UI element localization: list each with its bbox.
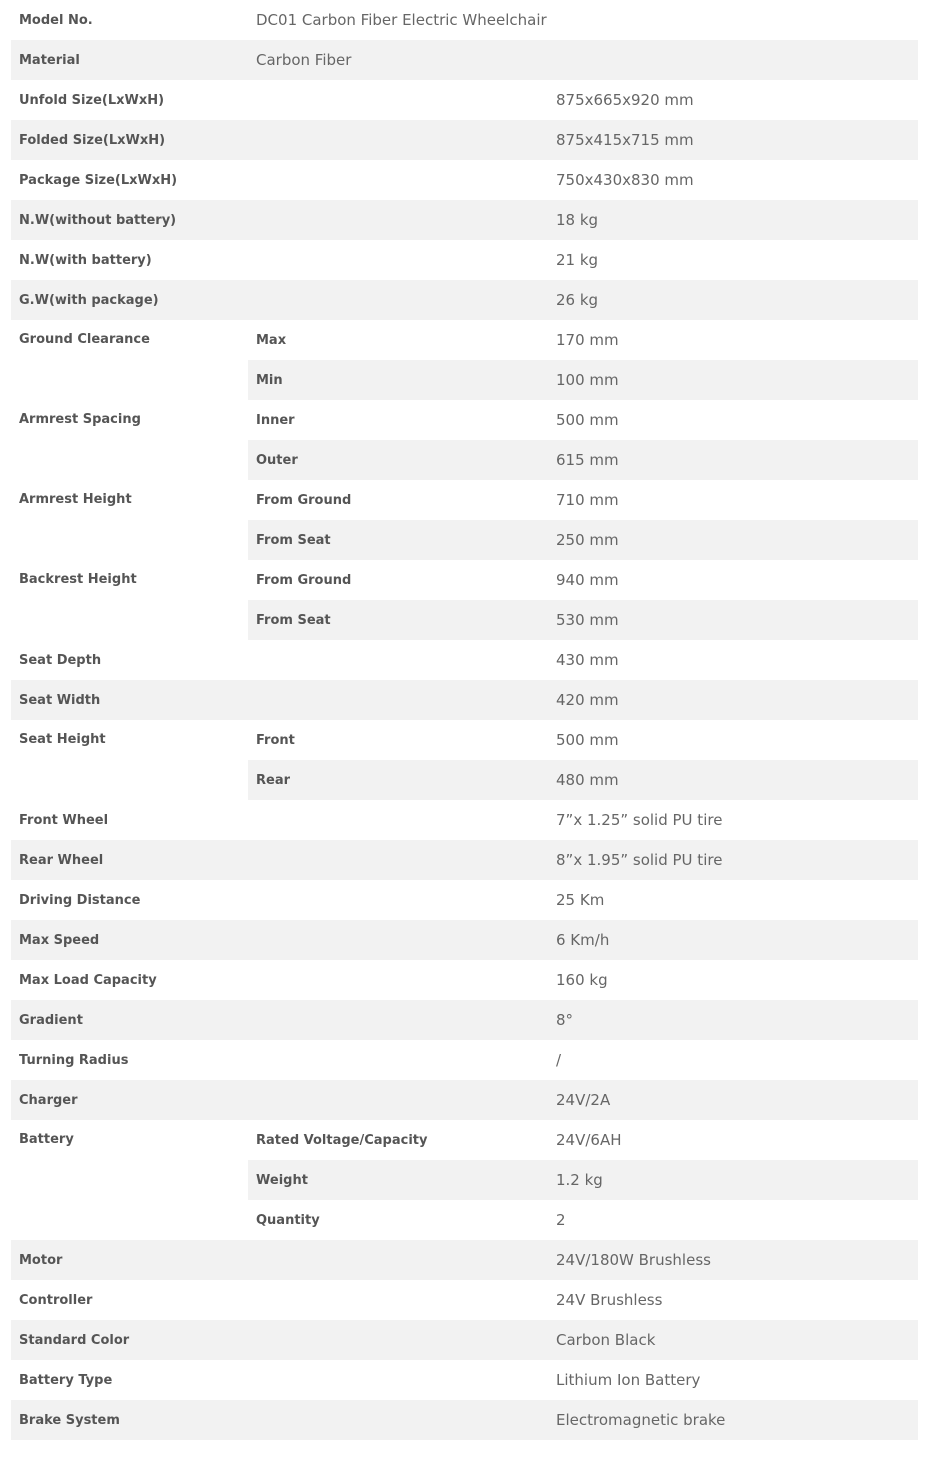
row-value: 24V/6AH (556, 1131, 622, 1149)
row-value: Electromagnetic brake (548, 1400, 918, 1440)
row-sublabel: Inner (256, 412, 295, 428)
row-sublabel: From Ground (256, 572, 352, 588)
table-row (11, 920, 918, 960)
table-row (11, 560, 918, 600)
row-value: Carbon Black (548, 1320, 918, 1360)
row-value: 430 mm (556, 651, 619, 669)
row-spacer (248, 960, 548, 1000)
row-value: 8”x 1.95” solid PU tire (548, 840, 918, 880)
row-spacer (248, 80, 548, 120)
table-row (11, 240, 918, 280)
row-label: Model No. (19, 12, 93, 28)
row-label: Armrest Spacing (19, 412, 141, 427)
table-row (11, 880, 918, 920)
table-row (11, 800, 918, 840)
row-sublabel: Rear (248, 760, 548, 800)
row-label: Standard Color (11, 1320, 248, 1360)
row-label: Ground Clearance (19, 332, 150, 347)
table-row (11, 160, 918, 200)
table-row (11, 720, 918, 760)
table-row (11, 680, 918, 720)
table-row (11, 840, 918, 880)
row-label: Driving Distance (19, 892, 141, 908)
row-label: N.W(without battery) (11, 200, 248, 240)
row-label: Seat Depth (19, 652, 102, 668)
row-value: 500 mm (556, 731, 619, 749)
row-spacer (248, 120, 548, 160)
row-spacer (248, 1280, 548, 1320)
row-value: 1.2 kg (548, 1160, 918, 1200)
row-value: 615 mm (548, 440, 918, 480)
row-value: 6 Km/h (548, 920, 918, 960)
table-row (11, 120, 918, 160)
row-label: Unfold Size(LxWxH) (19, 92, 165, 108)
row-value: 26 kg (548, 280, 918, 320)
row-value: 18 kg (548, 200, 918, 240)
row-label: Armrest Height (19, 492, 132, 507)
row-value: 530 mm (548, 600, 918, 640)
row-label: Max Speed (11, 920, 248, 960)
row-spacer (248, 200, 548, 240)
row-sublabel: Front (256, 732, 295, 748)
row-value: 21 kg (556, 251, 599, 269)
row-sublabel: From Seat (248, 520, 548, 560)
row-value: 8° (548, 1000, 918, 1040)
table-row (11, 960, 918, 1000)
row-value: 710 mm (556, 491, 619, 509)
row-spacer (248, 840, 548, 880)
row-sublabel: Outer (248, 440, 548, 480)
row-label: Battery (19, 1132, 74, 1147)
table-row-material (11, 40, 918, 80)
table-row (11, 1320, 918, 1360)
row-label: Folded Size(LxWxH) (11, 120, 248, 160)
row-spacer (248, 1320, 548, 1360)
row-value: 875x665x920 mm (556, 91, 694, 109)
row-label: Front Wheel (19, 812, 109, 828)
row-value: 25 Km (556, 891, 605, 909)
row-spacer (248, 280, 548, 320)
row-label: Battery Type (19, 1372, 113, 1388)
row-spacer (248, 1400, 548, 1440)
row-spacer (248, 1240, 548, 1280)
row-spacer (248, 920, 548, 960)
row-label: Charger (11, 1080, 248, 1120)
row-value: 24V Brushless (556, 1291, 663, 1309)
table-row (11, 1040, 918, 1080)
row-value: Lithium Ion Battery (556, 1371, 701, 1389)
row-value: 480 mm (548, 760, 918, 800)
row-spacer (248, 880, 548, 920)
row-spacer (248, 160, 548, 200)
row-spacer (248, 1040, 548, 1080)
row-value: 170 mm (556, 331, 619, 349)
row-spacer (248, 680, 548, 720)
table-row (11, 280, 918, 320)
row-spacer (248, 1080, 548, 1120)
row-sublabel: From Seat (248, 600, 548, 640)
table-row (11, 640, 918, 680)
row-spacer (248, 800, 548, 840)
row-sublabel: Rated Voltage/Capacity (256, 1132, 428, 1148)
row-value: DC01 Carbon Fiber Electric Wheelchair (256, 11, 547, 29)
table-row (11, 400, 918, 440)
row-label: Turning Radius (19, 1052, 129, 1068)
row-value: 100 mm (548, 360, 918, 400)
spec-table (11, 0, 918, 1440)
row-value: 250 mm (548, 520, 918, 560)
row-spacer (248, 240, 548, 280)
row-label: Max Load Capacity (19, 972, 157, 988)
row-value: Carbon Fiber (248, 40, 918, 80)
row-sublabel: Weight (248, 1160, 548, 1200)
row-sublabel: Quantity (256, 1212, 320, 1228)
row-value: 7”x 1.25” solid PU tire (556, 811, 723, 829)
row-value: 500 mm (556, 411, 619, 429)
table-row (11, 80, 918, 120)
row-sublabel: Max (256, 332, 287, 348)
row-spacer (248, 1000, 548, 1040)
row-label: Material (11, 40, 248, 80)
table-row (11, 200, 918, 240)
row-label: Motor (11, 1240, 248, 1280)
row-value: 2 (556, 1211, 566, 1229)
row-value: 24V/180W Brushless (548, 1240, 918, 1280)
row-label: Rear Wheel (11, 840, 248, 880)
row-spacer (248, 1360, 548, 1400)
table-row-model (11, 0, 918, 40)
row-value: 420 mm (548, 680, 918, 720)
row-label: G.W(with package) (11, 280, 248, 320)
row-value: 24V/2A (548, 1080, 918, 1120)
spec-table-body (11, 0, 918, 1440)
row-value: / (556, 1051, 562, 1069)
table-row (11, 1120, 918, 1160)
row-label: N.W(with battery) (19, 252, 152, 268)
row-label: Gradient (11, 1000, 248, 1040)
row-label: Seat Height (19, 732, 106, 747)
row-label: Brake System (11, 1400, 248, 1440)
row-sublabel: From Ground (256, 492, 352, 508)
table-row (11, 1280, 918, 1320)
row-label: Backrest Height (19, 572, 137, 587)
row-sublabel: Min (248, 360, 548, 400)
table-row (11, 320, 918, 360)
row-value: 940 mm (556, 571, 619, 589)
row-value: 875x415x715 mm (548, 120, 918, 160)
row-value: 160 kg (556, 971, 608, 989)
row-value: 750x430x830 mm (556, 171, 694, 189)
table-row (11, 1400, 918, 1440)
table-row (11, 1000, 918, 1040)
table-row (11, 1360, 918, 1400)
row-label: Package Size(LxWxH) (19, 172, 178, 188)
row-spacer (248, 640, 548, 680)
table-row (11, 1240, 918, 1280)
row-label: Controller (19, 1292, 93, 1308)
table-row (11, 1080, 918, 1120)
row-label: Seat Width (11, 680, 248, 720)
table-row (11, 480, 918, 520)
